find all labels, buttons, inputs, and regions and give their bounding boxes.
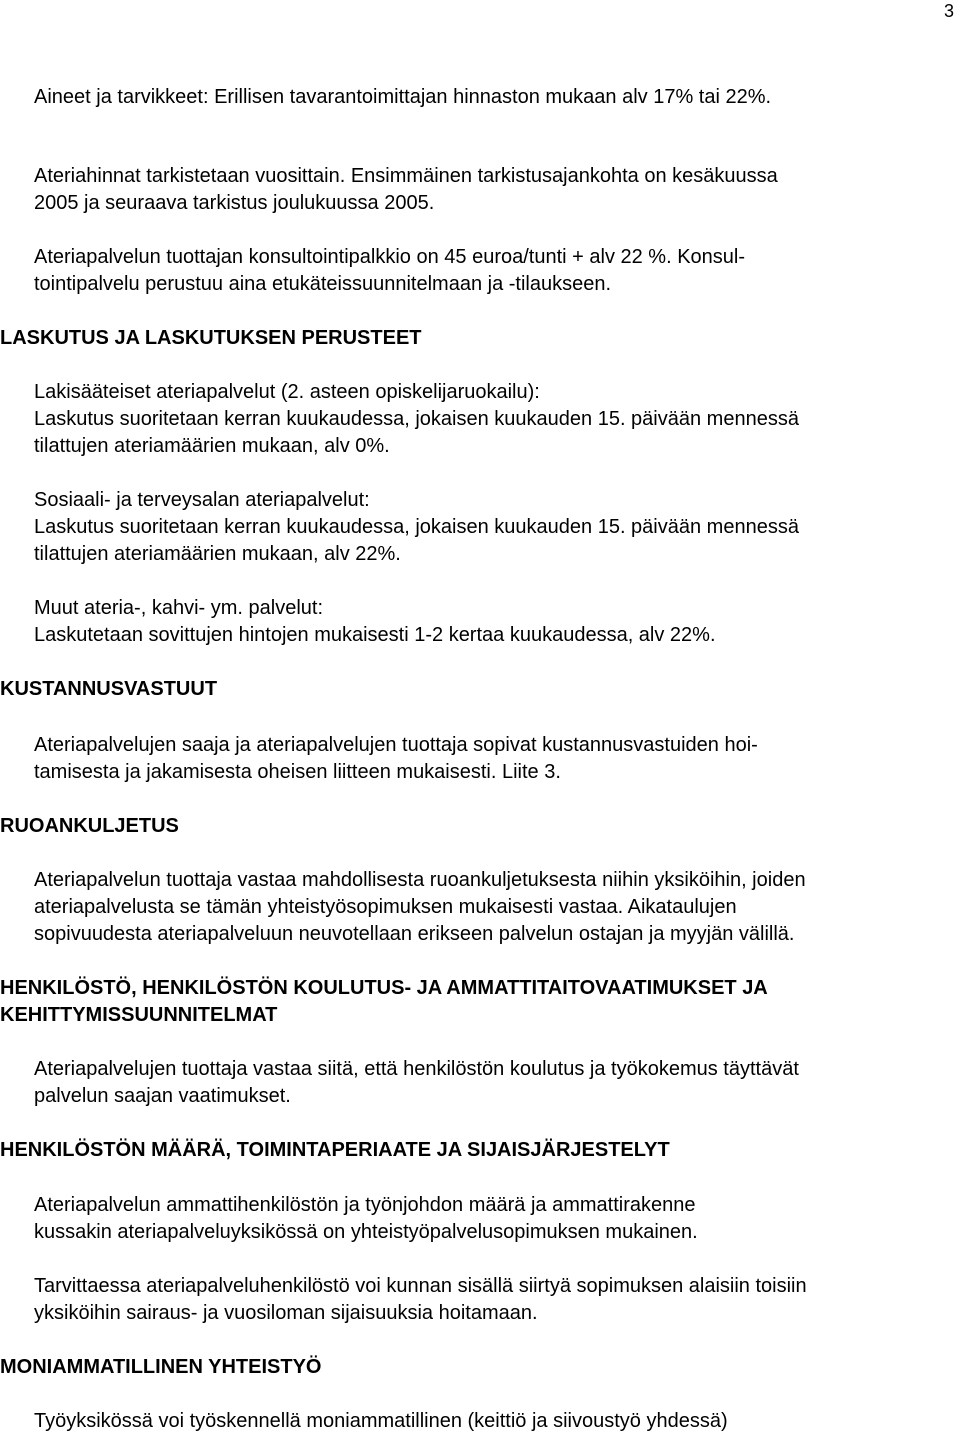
text-line: sopivuudesta ateriapalveluun neuvotellaan erikseen palvelun ostajan ja myyjän välillä. <box>34 923 795 945</box>
text-line: Ateriapalvelun ammattihenkilöstön ja työnjohdon määrä ja ammattirakenne <box>34 1194 696 1216</box>
text-line: Laskutetaan sovittujen hintojen mukaisesti 1-2 kertaa kuukaudessa, alv 22%. <box>34 624 716 646</box>
text-line: tamisesta ja jakamisesta oheisen liitteen mukaisesti. Liite 3. <box>34 761 561 783</box>
text-line: Lakisääteiset ateriapalvelut (2. asteen opiskelijaruokailu): <box>34 381 540 403</box>
text-line: Ateriapalvelujen tuottaja vastaa siitä, että henkilöstön koulutus ja työkokemus täyttävät <box>34 1058 799 1080</box>
text-line: Tarvittaessa ateriapalveluhenkilöstö voi kunnan sisällä siirtyä sopimuksen alaisiin toisiin <box>34 1275 807 1297</box>
text-line: Työyksikössä voi työskennellä moniammatillinen (keittiö ja siivoustyö yhdessä) <box>34 1410 728 1432</box>
text-line: Aineet ja tarvikkeet: Erillisen tavarantoimittajan hinnaston mukaan alv 17% tai 22%. <box>34 86 772 108</box>
section-heading-multiprofessional: MONIAMMATILLINEN YHTEISTYÖ <box>0 1356 322 1378</box>
text-line: Muut ateria-, kahvi- ym. palvelut: <box>34 597 323 619</box>
text-line: tilattujen ateriamäärien mukaan, alv 22%. <box>34 543 401 565</box>
text-line: Ateriapalvelun tuottajan konsultointipalkkio on 45 euroa/tunti + alv 22 %. Konsul- <box>34 246 746 268</box>
section-heading-food-transport: RUOANKULJETUS <box>0 815 179 837</box>
section-heading-staff-quantity: HENKILÖSTÖN MÄÄRÄ, TOIMINTAPERIAATE JA SIJAISJÄRJESTELYT <box>0 1139 670 1161</box>
text-line: Ateriapalvelun tuottaja vastaa mahdollisesta ruoankuljetuksesta niihin yksiköihin, joiden <box>34 869 806 891</box>
text-line: Laskutus suoritetaan kerran kuukaudessa, jokaisen kuukauden 15. päivään mennessä <box>34 516 799 538</box>
text-line: ateriapalvelusta se tämän yhteistyösopimuksen mukaisesti vastaa. Aikataulujen <box>34 896 737 918</box>
text-line: tointipalvelu perustuu aina etukäteissuunnitelmaan ja -tilaukseen. <box>34 273 612 295</box>
section-heading-cost-responsibility: KUSTANNUSVASTUUT <box>0 678 218 700</box>
heading-line: HENKILÖSTÖ, HENKILÖSTÖN KOULUTUS- JA AMMATTITAITOVAATIMUKSET JA <box>0 977 768 999</box>
section-heading-billing: LASKUTUS JA LASKUTUKSEN PERUSTEET <box>0 327 422 349</box>
text-line: Ateriapalvelujen saaja ja ateriapalvelujen tuottaja sopivat kustannusvastuiden hoi- <box>34 734 758 756</box>
text-line: 2005 ja seuraava tarkistus joulukuussa 2005. <box>34 192 435 214</box>
text-line: yksiköihin sairaus- ja vuosiloman sijaisuuksia hoitamaan. <box>34 1302 538 1324</box>
text-line: Ateriahinnat tarkistetaan vuosittain. Ensimmäinen tarkistusajankohta on kesäkuussa <box>34 165 778 187</box>
text-line: Sosiaali- ja terveysalan ateriapalvelut: <box>34 489 370 511</box>
text-line: tilattujen ateriamäärien mukaan, alv 0%. <box>34 435 390 457</box>
heading-line: KEHITTYMISSUUNNITELMAT <box>0 1004 278 1026</box>
page-number: 3 <box>943 1 954 21</box>
text-line: palvelun saajan vaatimukset. <box>34 1085 291 1107</box>
text-line: Laskutus suoritetaan kerran kuukaudessa, jokaisen kuukauden 15. päivään mennessä <box>34 408 799 430</box>
text-line: kussakin ateriapalveluyksikössä on yhteistyöpalvelusopimuksen mukainen. <box>34 1221 698 1243</box>
